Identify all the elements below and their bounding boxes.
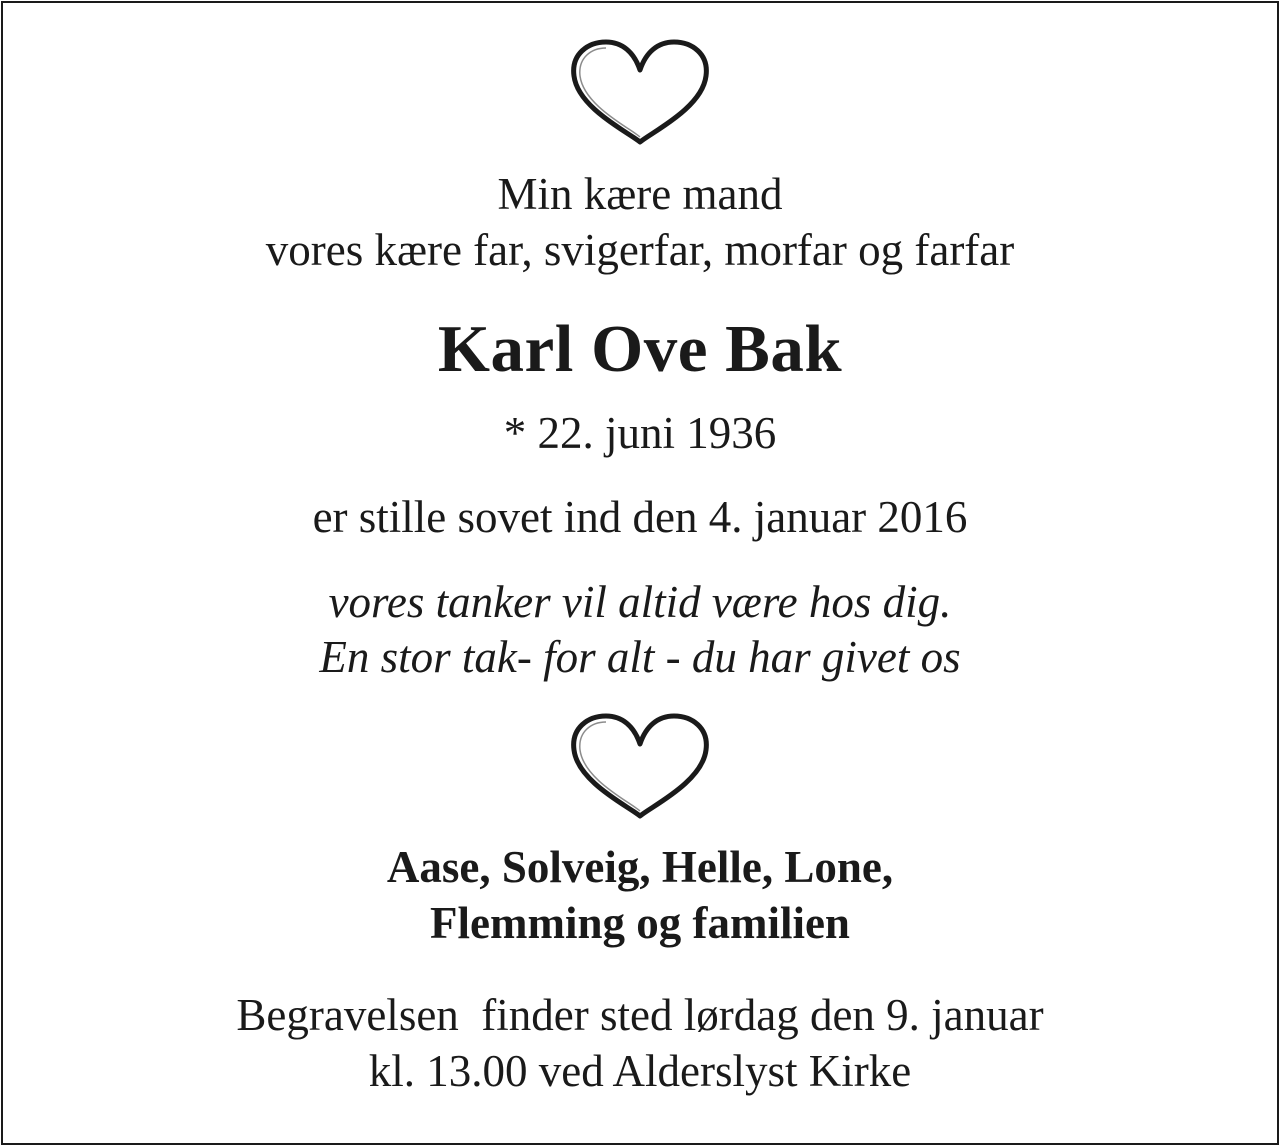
funeral-line-1: Begravelsen finder sted lørdag den 9. januar bbox=[236, 990, 1044, 1040]
heart-outline-icon bbox=[568, 712, 712, 822]
intro-line-2: vores kære far, svigerfar, morfar og farfar bbox=[265, 225, 1015, 275]
birth-date: * 22. juni 1936 bbox=[503, 408, 777, 458]
funeral-line-2: kl. 13.00 ved Alderslyst Kirke bbox=[368, 1046, 912, 1096]
family-line-1: Aase, Solveig, Helle, Lone, bbox=[386, 842, 894, 892]
quote-line-1: vores tanker vil altid være hos dig. bbox=[328, 577, 952, 627]
intro-line-1: Min kære mand bbox=[497, 169, 783, 219]
deceased-name: Karl Ove Bak bbox=[437, 312, 843, 386]
death-date: er stille sovet ind den 4. januar 2016 bbox=[312, 492, 968, 542]
heart-outline-icon bbox=[568, 38, 712, 148]
family-line-2: Flemming og familien bbox=[430, 898, 850, 948]
quote-line-2: En stor tak- for alt - du har givet os bbox=[319, 632, 961, 682]
